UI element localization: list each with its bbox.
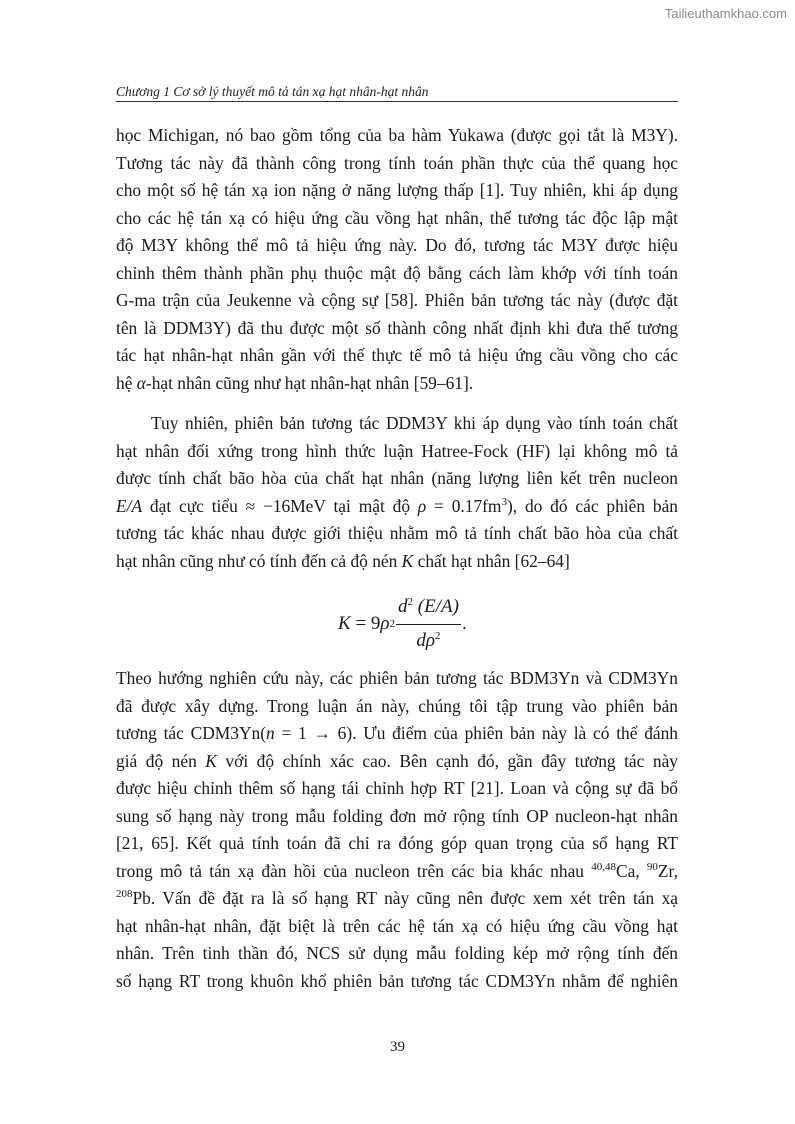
- text-line: hạt nhân-hạt nhân, đặt biệt là trên các hệ tán xạ có hiệu ứng cầu vồng hạt: [116, 915, 678, 936]
- text-fragment: tương tác CDM3Yn(: [116, 723, 266, 743]
- text-line: [116, 493, 678, 521]
- text-line: [116, 370, 678, 398]
- eq-equals: = 9: [350, 612, 381, 634]
- header-rule: [116, 101, 678, 102]
- text-line: cho một số hệ tán xạ ion nặng ở năng lượng thấp [1]. Tuy nhiên, khi áp dụng: [116, 180, 678, 200]
- text-fragment: trong mô tả tán xạ đàn hồi của nucleon trên các bia khác nhau: [116, 860, 592, 881]
- text-fragment: đạt cực tiểu ≈ −16MeV tại mật độ: [142, 495, 418, 516]
- text-line: được hiệu chỉnh thêm số hạng tái chỉnh hợp RT [21]. Loan và cộng sự đã bổ: [116, 778, 678, 798]
- text-line: độ M3Y không thể mô tả hiệu ứng này. Do đó, tương tác M3Y được hiệu: [116, 235, 678, 255]
- math-k: K: [401, 550, 414, 571]
- text-fragment: = 1 → 6). Ưu điểm của phiên bản này là có thể đánh: [274, 723, 679, 743]
- eq-d-exp: 2: [407, 596, 414, 608]
- text-fragment: ), do đó các phiên bản: [506, 495, 678, 516]
- text-line: nhân. Trên tinh thần đó, NCS sử dụng mẫu folding kép mở rộng tính đến: [116, 943, 678, 963]
- text-line: sung số hạng này trong mẫu folding đơn mở rộng tính OP nucleon-hạt nhân: [116, 805, 678, 826]
- eq-period: .: [461, 612, 467, 634]
- text-line: tương tác khác nhau được giới thiệu nhằm mô tả tính chất bão hòa của chất: [116, 523, 678, 543]
- text-fragment: chất hạt nhân [62–64]: [413, 550, 570, 571]
- eq-fraction: [396, 593, 461, 654]
- text-fragment: hạt nhân cũng như có tính đến cả độ nén: [116, 550, 402, 571]
- text-line: hạt nhân đối xứng trong hình thức luận Hatree-Fock (HF) lại không mô tả: [116, 440, 678, 461]
- eq-numerator: [396, 593, 461, 625]
- isotope-mass: 90: [646, 860, 658, 873]
- text-line: tác hạt nhân-hạt nhân gần với thế thực tế mô tả hiệu ứng cầu vồng cho các: [116, 345, 678, 365]
- text-fragment: = 0.17fm: [426, 495, 502, 516]
- eq-denominator: [416, 625, 440, 655]
- running-head: Chương 1 Cơ sở lý thuyết mô tả tán xạ hạt nhân-hạt nhân: [116, 84, 429, 99]
- paragraph-2: [116, 410, 678, 575]
- equation-incompressibility: [116, 579, 678, 659]
- text-line: đã được xây dựng. Trong luận án này, chúng tôi tập trung vào phiên bản: [116, 695, 678, 716]
- text-line: số hạng RT trong khuôn khổ phiên bản tương tác CDM3Yn nhằm để nghiên: [116, 970, 678, 991]
- text-fragment: với độ chính xác cao. Bên cạnh đó, gần đây tương tác này: [216, 750, 678, 771]
- body-text: [116, 122, 678, 995]
- page-number: 39: [390, 1039, 405, 1055]
- eq-rho: ρ: [380, 612, 390, 634]
- text-line: [116, 720, 678, 748]
- math-n: n: [266, 723, 275, 743]
- text-line: [116, 858, 678, 886]
- text-line: được tính chất bão hòa của chất hạt nhân (năng lượng liên kết trên nucleon: [116, 468, 678, 488]
- math-k: K: [205, 750, 217, 771]
- text-fragment: Ca,: [616, 860, 647, 881]
- text-line: [116, 548, 678, 576]
- paragraph-1: [116, 122, 678, 397]
- text-line: Tương tác này đã thành công trong tính toán phần thực của thế quang học: [116, 152, 678, 173]
- math-energy-per-nucleon: E/A: [116, 495, 143, 516]
- text-line: cho các hệ tán xạ có hiệu ứng cầu vồng hạt nhân, thế tương tác độc lập mật: [116, 207, 678, 228]
- eq-drho-exp: 2: [435, 629, 441, 642]
- text-fragment: giá độ nén: [116, 750, 206, 771]
- text-line: học Michigan, nó bao gồm tổng của ba hàm Yukawa (được gọi tắt là M3Y).: [116, 125, 678, 145]
- text-fragment: Pb. Vấn đề đặt ra là số hạng RT này cũng nên được xem xét trên tán xạ: [132, 888, 678, 908]
- text-line: Tuy nhiên, phiên bản tương tác DDM3Y khi áp dụng vào tính toán chất: [151, 413, 678, 433]
- equation-body: K = 9 ρ 2 $\frac{d^2 (E/A)}{d\rho^2}$ .: [338, 593, 467, 654]
- eq-numerator-body: (E/A): [413, 596, 459, 617]
- watermark-text: Tailieuthamkhao.com: [664, 6, 787, 21]
- superscript: 3: [501, 495, 507, 508]
- text-fragment: Zr,: [657, 860, 678, 881]
- isotope-mass: 208: [116, 888, 133, 900]
- text-fragment: -hạt nhân cũng như hạt nhân-hạt nhân [59–61].: [145, 372, 474, 393]
- paragraph-3: [116, 665, 678, 995]
- text-line: [21, 65]. Kết quả tính toán đã chỉ ra đóng góp quan trọng của số hạng RT: [116, 833, 678, 853]
- eq-lhs: K: [338, 612, 351, 634]
- isotope-mass: 40,48: [591, 860, 616, 873]
- eq-d: d: [398, 596, 408, 617]
- text-fragment: hệ: [116, 372, 137, 393]
- text-line: Theo hướng nghiên cứu này, các phiên bản tương tác BDM3Yn và CDM3Yn: [116, 668, 678, 688]
- text-line: tên là DDM3Y) đã thu được một số thành công nhất định khi đưa thế tương: [116, 317, 678, 338]
- text-line: G-ma trận của Jeukenne và cộng sự [58]. Phiên bản tương tác này (được đặt: [116, 290, 678, 310]
- text-line: [116, 885, 678, 913]
- math-alpha: α: [136, 372, 146, 393]
- text-line: [116, 748, 678, 776]
- math-rho: ρ: [417, 495, 427, 516]
- eq-drho: dρ: [416, 629, 436, 651]
- text-line: chỉnh thêm thành phần phụ thuộc mật độ bằng cách làm khớp với tính toán: [116, 262, 678, 283]
